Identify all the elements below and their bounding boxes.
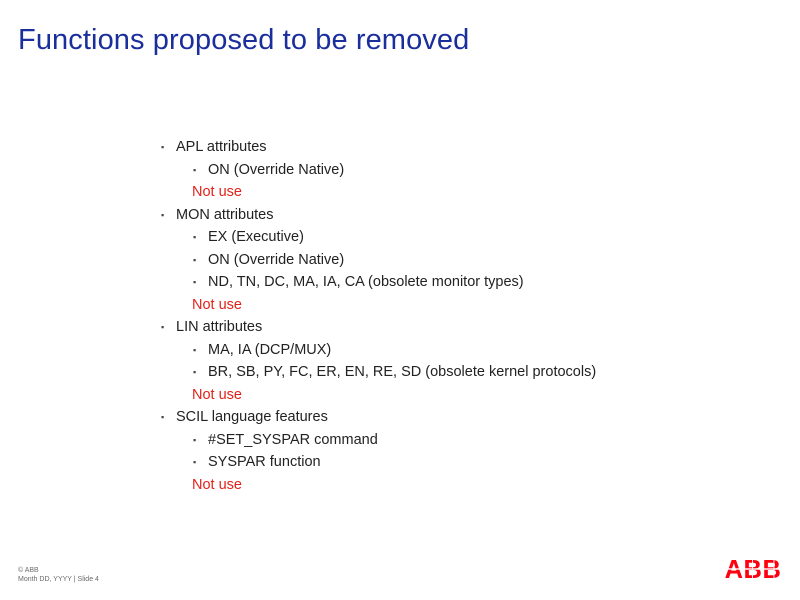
note-text: Not use <box>192 476 242 493</box>
list-item-text: MA, IA (DCP/MUX) <box>208 341 332 358</box>
bullet-icon: ▪ <box>161 209 165 220</box>
list-subitem <box>160 159 780 182</box>
bullet-icon: ▪ <box>161 142 165 152</box>
list-subitem <box>160 429 780 452</box>
bullet-icon: ▪ <box>193 277 197 287</box>
bullet-icon: ▪ <box>193 164 197 175</box>
bullet-icon: ▪ <box>193 344 197 355</box>
list-item-mon <box>160 204 780 227</box>
list-subitem <box>160 339 780 362</box>
note-text: Not use <box>192 386 242 403</box>
list-item-apl <box>160 136 780 159</box>
bullet-icon: ▪ <box>193 434 197 445</box>
list-item-text: SYSPAR function <box>208 454 321 470</box>
note-text: Not use <box>192 296 242 313</box>
bullet-icon: ▪ <box>193 367 197 377</box>
list-item-text: SCIL language features <box>176 409 328 425</box>
list-subitem <box>160 249 780 272</box>
list-subitem <box>160 361 780 384</box>
bullet-icon: ▪ <box>193 457 197 467</box>
bullet-list <box>160 136 780 496</box>
note-not-use <box>160 181 780 204</box>
bullet-icon: ▪ <box>193 254 197 265</box>
list-item-text: ND, TN, DC, MA, IA, CA (obsolete monitor types) <box>208 274 524 290</box>
list-item-text: EX (Executive) <box>208 229 304 245</box>
bullet-icon: ▪ <box>161 412 165 422</box>
list-item-text: LIN attributes <box>176 319 263 335</box>
list-subitem <box>160 271 780 294</box>
list-subitem <box>160 226 780 249</box>
slide-footer <box>18 566 99 584</box>
list-item-text: APL attributes <box>176 139 267 155</box>
abb-logo <box>721 556 785 582</box>
list-item-lin <box>160 316 780 339</box>
list-item-text: ON (Override Native) <box>208 251 345 268</box>
list-item-text: #SET_SYSPAR command <box>208 431 378 448</box>
list-item-text: MON attributes <box>176 206 274 223</box>
list-subitem <box>160 451 780 474</box>
list-item-text: BR, SB, PY, FC, ER, EN, RE, SD (obsolete kernel protocols) <box>208 364 597 380</box>
slide-title: Functions proposed to be removed <box>18 24 470 56</box>
note-text: Not use <box>192 184 242 200</box>
note-not-use <box>160 294 780 317</box>
slide-info-text: Month DD, YYYY | Slide 4 <box>18 576 99 583</box>
list-item-scil <box>160 406 780 429</box>
bullet-icon: ▪ <box>161 322 165 332</box>
bullet-icon: ▪ <box>193 232 197 242</box>
note-not-use <box>160 474 780 497</box>
list-item-text: ON (Override Native) <box>208 161 345 178</box>
copyright-text: © ABB <box>18 567 39 574</box>
note-not-use <box>160 384 780 407</box>
